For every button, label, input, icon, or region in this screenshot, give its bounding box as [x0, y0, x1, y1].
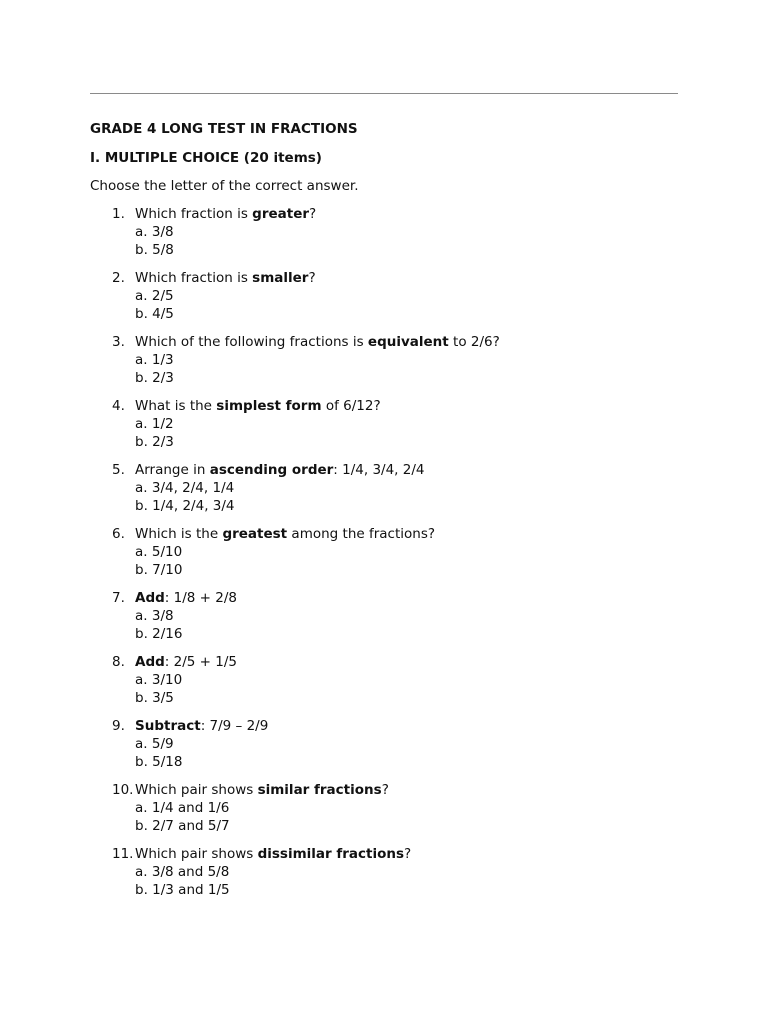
option-b: b. 2/3: [135, 434, 174, 450]
question-item: [90, 589, 690, 643]
question-item: [90, 333, 690, 387]
option-a: a. 1/3: [135, 352, 174, 368]
question-text: Arrange in ascending order: 1/4, 3/4, 2/4: [135, 462, 425, 478]
question-text: Which of the following fractions is equivalent to 2/6?: [135, 334, 500, 350]
question-item: [90, 205, 690, 259]
question-list: [90, 205, 690, 899]
option-b: b. 2/16: [135, 626, 183, 642]
question-item: [90, 845, 690, 899]
section-title: I. MULTIPLE CHOICE (20 items): [90, 150, 322, 166]
question-text: Add: 1/8 + 2/8: [135, 590, 237, 606]
question-number: 2.: [112, 270, 125, 286]
option-a: a. 3/4, 2/4, 1/4: [135, 480, 235, 496]
option-a: a. 5/9: [135, 736, 174, 752]
question-text: Add: 2/5 + 1/5: [135, 654, 237, 670]
question-text: Which is the greatest among the fractions?: [135, 526, 436, 542]
option-a: a. 5/10: [135, 544, 183, 560]
test-title: GRADE 4 LONG TEST IN FRACTIONS: [90, 121, 358, 137]
option-b: b. 2/7 and 5/7: [135, 818, 230, 834]
question-text: Which fraction is smaller?: [135, 270, 316, 286]
option-a: a. 3/8: [135, 608, 174, 624]
question-item: [90, 781, 690, 835]
question-item: [90, 525, 690, 579]
question-number: 7.: [112, 590, 125, 606]
instructions: Choose the letter of the correct answer.: [90, 178, 359, 194]
question-number: 4.: [112, 398, 125, 414]
question-item: [90, 269, 690, 323]
option-b: b. 5/18: [135, 754, 183, 770]
option-a: a. 1/2: [135, 416, 174, 432]
question-number: 10.: [112, 782, 134, 798]
option-b: b. 3/5: [135, 690, 174, 706]
test-document: [90, 121, 690, 909]
option-b: b. 1/4, 2/4, 3/4: [135, 498, 235, 514]
question-number: 11.: [112, 846, 134, 862]
question-number: 9.: [112, 718, 125, 734]
question-text: Which pair shows similar fractions?: [135, 782, 389, 798]
option-a: a. 3/8: [135, 224, 174, 240]
question-item: [90, 653, 690, 707]
option-b: b. 4/5: [135, 306, 174, 322]
question-number: 6.: [112, 526, 125, 542]
question-number: 1.: [112, 206, 125, 222]
question-number: 3.: [112, 334, 125, 350]
option-a: a. 3/8 and 5/8: [135, 864, 230, 880]
option-b: b. 7/10: [135, 562, 183, 578]
question-item: [90, 717, 690, 771]
question-text: What is the simplest form of 6/12?: [135, 398, 381, 414]
header-divider: [90, 93, 678, 94]
option-b: b. 1/3 and 1/5: [135, 882, 230, 898]
option-a: a. 1/4 and 1/6: [135, 800, 230, 816]
question-item: [90, 461, 690, 515]
option-b: b. 2/3: [135, 370, 174, 386]
question-number: 8.: [112, 654, 125, 670]
question-item: [90, 397, 690, 451]
question-text: Which fraction is greater?: [135, 206, 317, 222]
question-text: Which pair shows dissimilar fractions?: [135, 846, 412, 862]
question-number: 5.: [112, 462, 125, 478]
option-a: a. 3/10: [135, 672, 183, 688]
option-b: b. 5/8: [135, 242, 174, 258]
question-text: Subtract: 7/9 – 2/9: [135, 718, 269, 734]
option-a: a. 2/5: [135, 288, 174, 304]
